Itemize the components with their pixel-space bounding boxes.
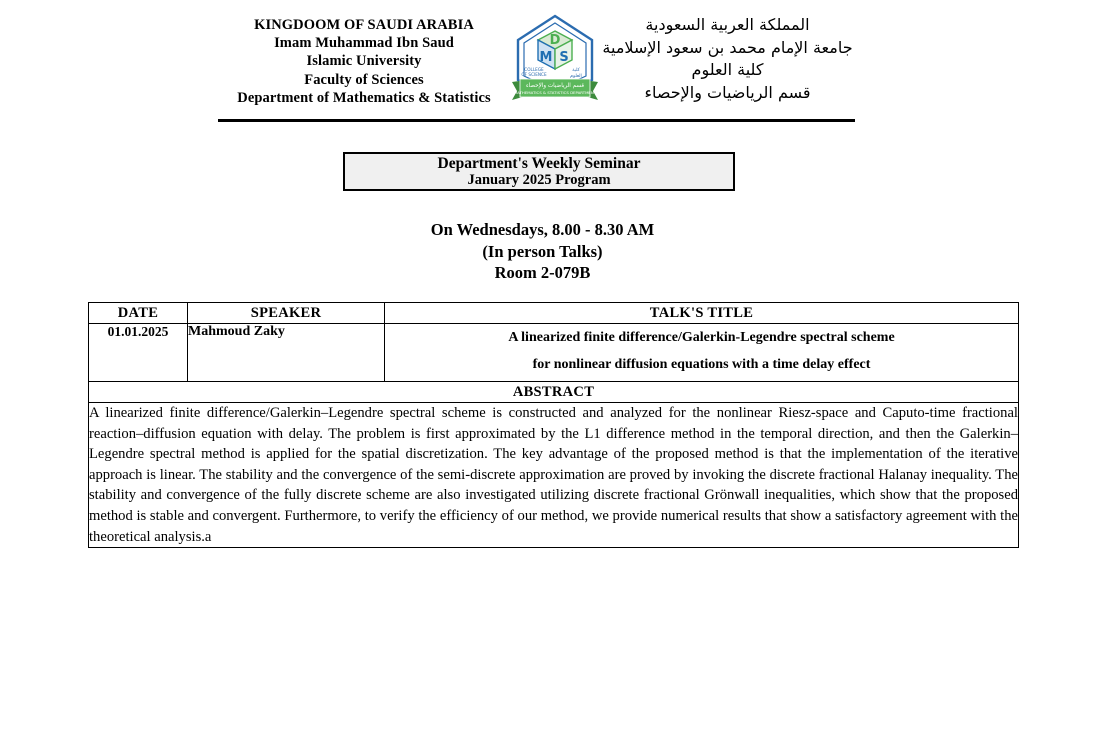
abstract-text: A linearized finite difference/Galerkin–Legendre spectral scheme is constructed and analyzed for the nonlinear Riesz-space and Caputo-time fractional reaction–diffusion equation with delay. The problem is first approximated by the L1 difference method in the temporal direction, and then the Galerkin–Legendre spectral method is applied for the spatial discretization. The key advantage of the proposed method is that the implementation of the iterative approach is linear. The stability and the convergence of the semi-discrete approximation are proved by invoking the discrete fractional Halanay inequality. The stability and convergence of the fully discrete scheme are also investigated utilizing discrete fractional Grönwall inequalities, which show that the proposed method is stable and convergent. Furthermore, to verify the efficiency of our method, we provide numerical results that show a satisfactory agreement with the theoretical analysis.a <box>89 403 1019 548</box>
letterhead <box>0 8 1110 108</box>
letterhead-arabic-block <box>600 14 855 104</box>
svg-text:M: M <box>539 50 553 65</box>
letterhead-en-line-5: Department of Mathematics & Statistics <box>237 89 491 106</box>
letterhead-ar-line-1: المملكة العربية السعودية <box>645 15 810 34</box>
letterhead-ar-line-4: قسم الرياضيات والإحصاء <box>644 82 811 102</box>
svg-text:العلوم: العلوم <box>570 74 582 79</box>
abstract-body-row <box>89 403 1019 548</box>
svg-text:MATHEMATICS & STATISTICS DEPAR: MATHEMATICS & STATISTICS DEPARTMENT <box>513 90 597 95</box>
schedule-block <box>0 219 1085 284</box>
schedule-room: Room 2-079B <box>494 263 591 282</box>
cell-talk-title <box>385 324 1019 382</box>
svg-text:كلية: كلية <box>572 68 580 73</box>
abstract-header: ABSTRACT <box>89 382 1019 403</box>
schedule-mode: (In person Talks) <box>482 241 603 261</box>
letterhead-ar-line-2: جامعة الإمام محمد بن سعود الإسلامية <box>602 37 853 57</box>
talk-title-line-2: for nonlinear diffusion equations with a time delay effect <box>532 357 871 372</box>
letterhead-en-line-1: KINGDOOM OF SAUDI ARABIA <box>254 17 474 33</box>
svg-text:D: D <box>549 33 561 48</box>
cell-date: 01.01.2025 <box>89 324 188 382</box>
seminar-title-box <box>343 152 735 191</box>
table-header-row <box>89 303 1019 324</box>
abstract-header-row <box>89 382 1019 403</box>
letterhead-english-block <box>218 16 510 107</box>
university-logo-icon <box>508 10 602 113</box>
seminar-title: Department's Weekly Seminar <box>437 154 641 172</box>
letterhead-ar-line-3: كلية العلوم <box>691 60 764 79</box>
letterhead-en-line-3: Islamic University <box>306 53 422 70</box>
svg-text:S: S <box>559 50 569 65</box>
column-header-speaker: SPEAKER <box>188 303 385 324</box>
seminar-subtitle: January 2025 Program <box>467 171 611 188</box>
letterhead-divider <box>218 119 855 122</box>
letterhead-en-line-4: Faculty of Sciences <box>304 71 424 88</box>
svg-text:OF SCIENCE: OF SCIENCE <box>521 72 547 77</box>
seminar-schedule-table <box>88 302 1019 548</box>
letterhead-en-line-2: Imam Muhammad Ibn Saud <box>274 35 454 52</box>
column-header-date: DATE <box>89 303 188 324</box>
cell-speaker: Mahmoud Zaky <box>188 324 385 382</box>
svg-text:قسم الرياضيات والإحصاء: قسم الرياضيات والإحصاء <box>525 83 585 89</box>
table-row <box>89 324 1019 382</box>
svg-text:COLLEGE: COLLEGE <box>524 67 544 72</box>
schedule-time: On Wednesdays, 8.00 - 8.30 AM <box>430 220 655 239</box>
talk-title-line-1: A linearized finite difference/Galerkin-Legendre spectral scheme <box>508 330 895 345</box>
column-header-title: TALK'S TITLE <box>385 303 1019 324</box>
